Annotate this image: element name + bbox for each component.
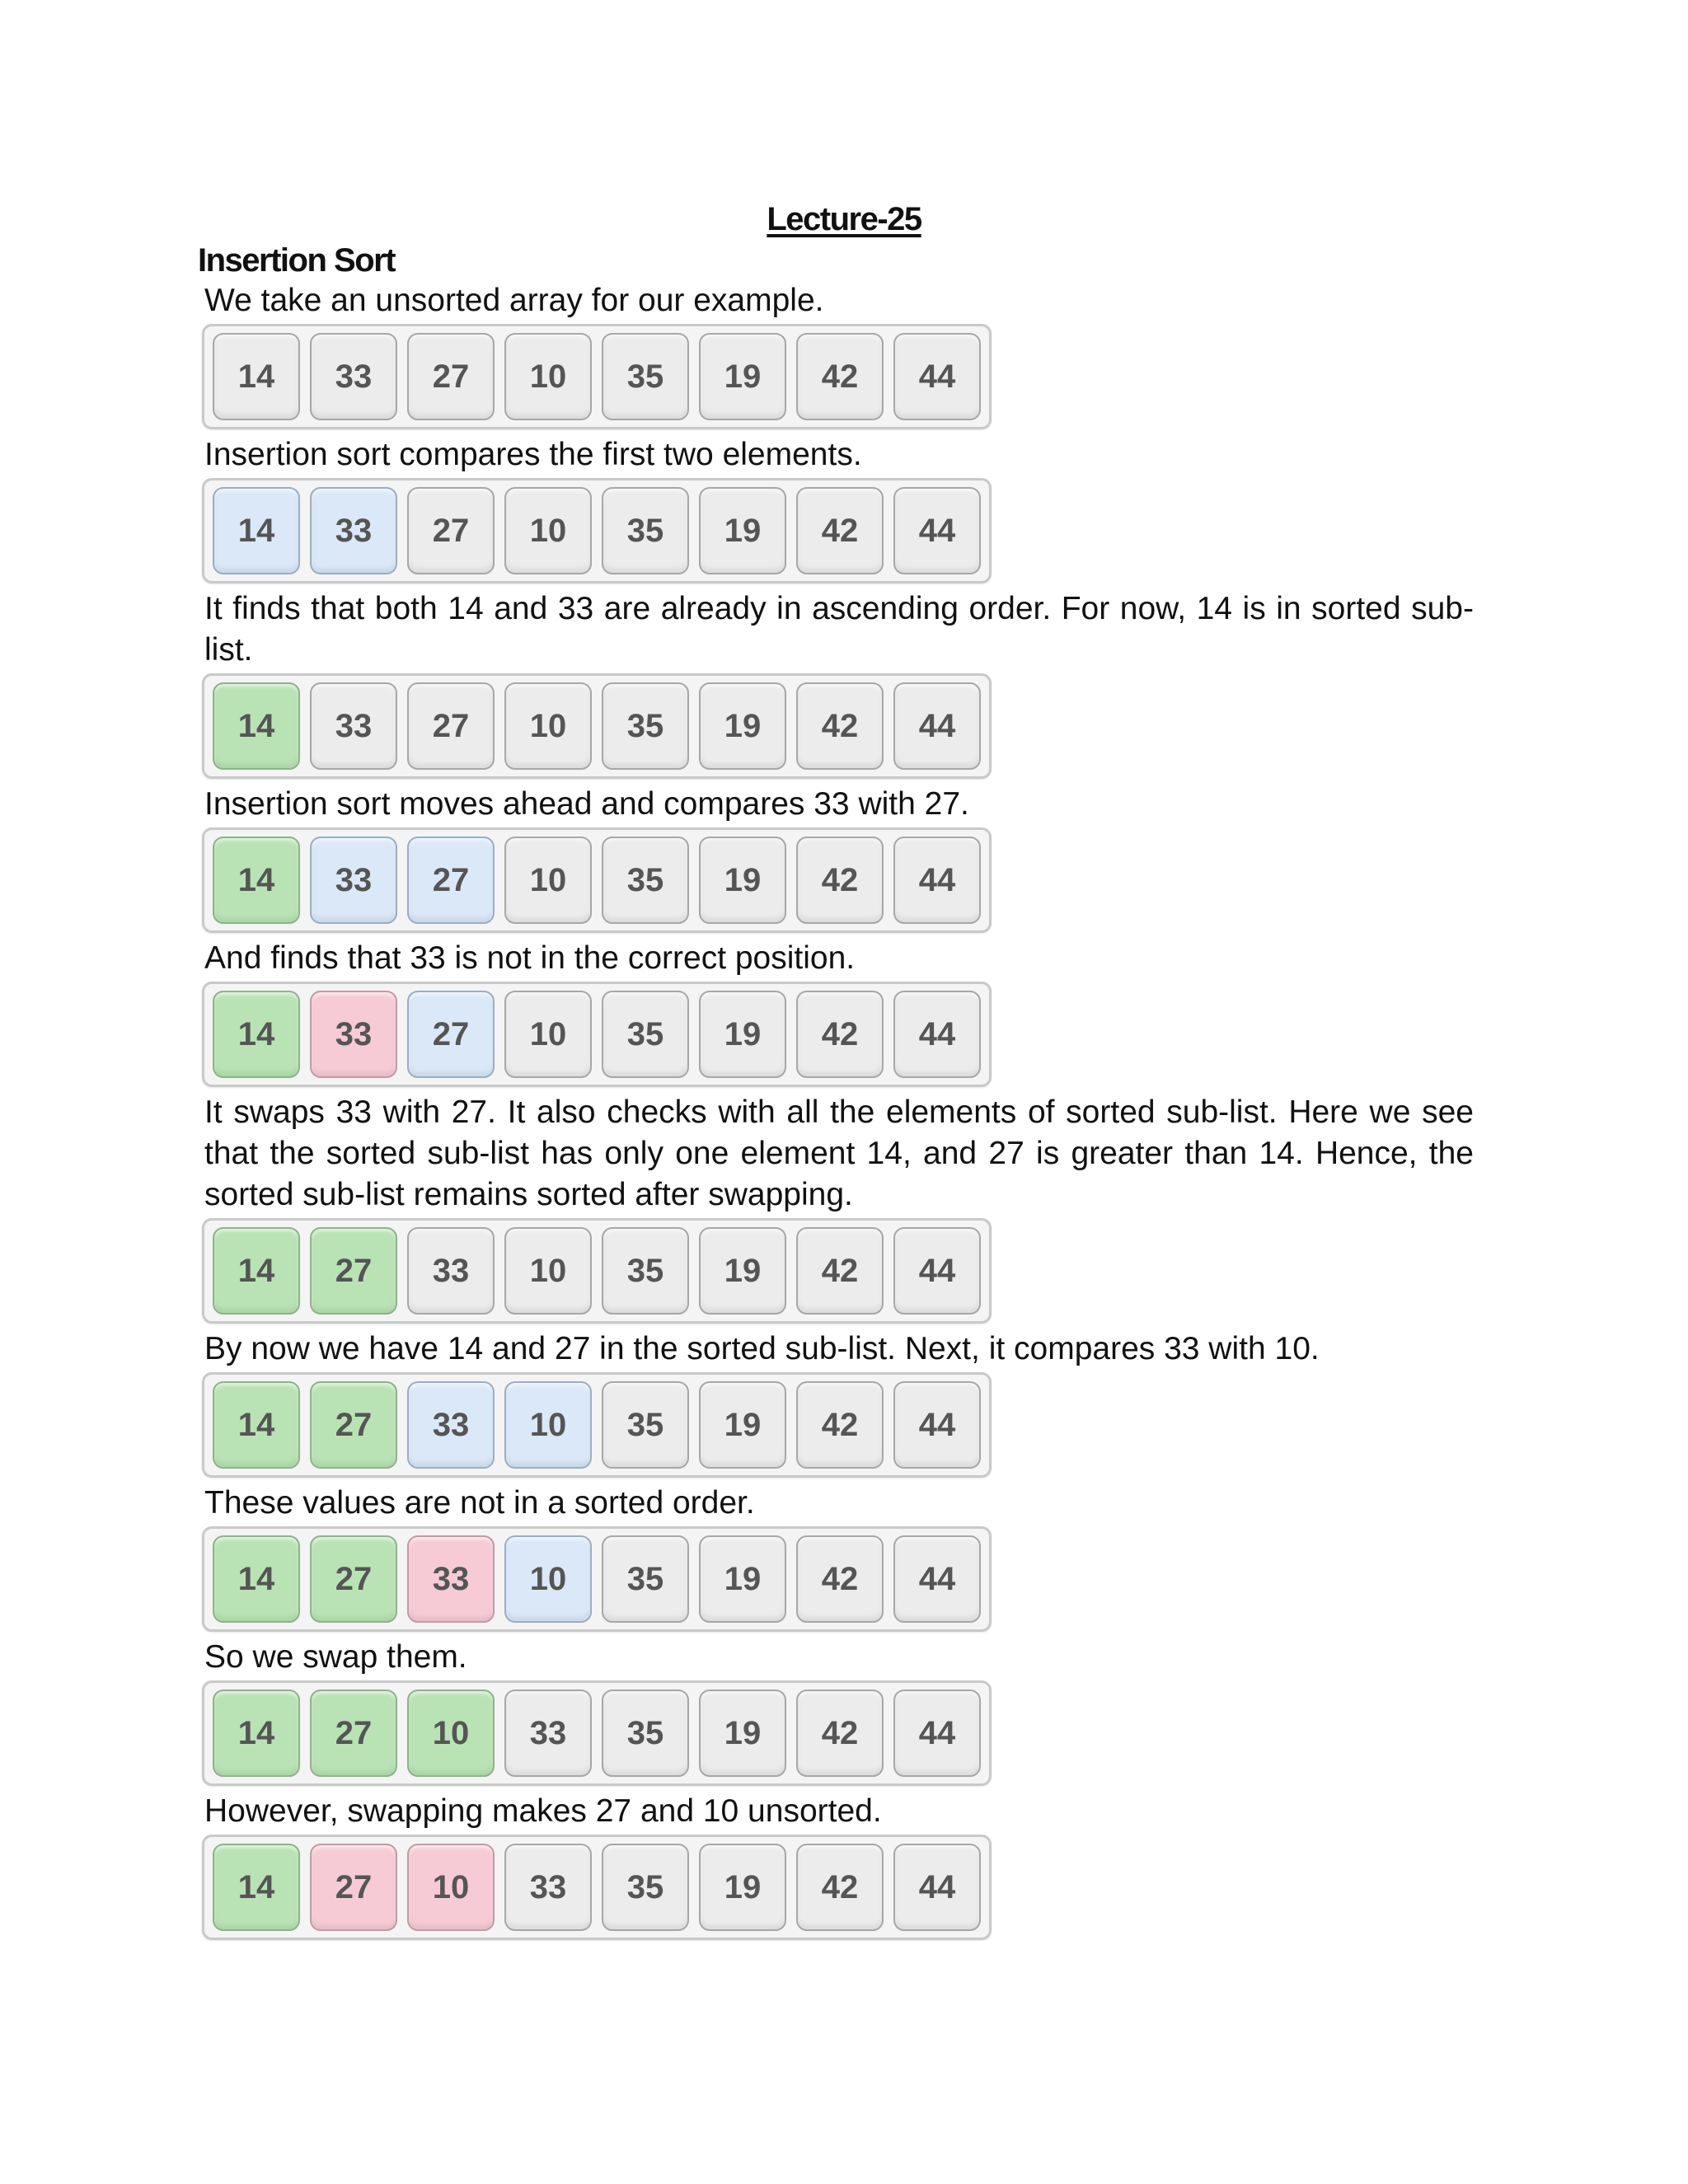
array-cell: 10	[504, 991, 592, 1078]
array-cell: 10	[407, 1690, 495, 1777]
array-cell: 35	[602, 682, 689, 770]
array-cell: 42	[796, 1535, 884, 1623]
array-diagram	[202, 982, 992, 1087]
array-cell: 33	[310, 333, 397, 420]
array-cell: 19	[699, 991, 786, 1078]
array-cell: 44	[893, 333, 981, 420]
array-cell: 27	[310, 1227, 397, 1315]
array-cell: 44	[893, 991, 981, 1078]
array-cell: 44	[893, 837, 981, 924]
array-cell: 44	[893, 1227, 981, 1315]
array-cell: 42	[796, 1227, 884, 1315]
step-description: However, swapping makes 27 and 10 unsorted.	[204, 1793, 882, 1829]
array-cell: 14	[213, 1227, 300, 1315]
array-cell: 44	[893, 1381, 981, 1469]
step-description: These values are not in a sorted order.	[204, 1485, 755, 1521]
array-cell: 14	[213, 837, 300, 924]
array-cell: 27	[310, 1535, 397, 1623]
array-cell: 44	[893, 487, 981, 574]
array-cell: 19	[699, 837, 786, 924]
array-diagram	[202, 1526, 992, 1632]
array-cell: 35	[602, 837, 689, 924]
array-cell: 19	[699, 682, 786, 770]
array-cell: 14	[213, 487, 300, 574]
array-cell: 44	[893, 1535, 981, 1623]
array-cell: 10	[504, 333, 592, 420]
array-cell: 27	[310, 1381, 397, 1469]
array-cell: 19	[699, 487, 786, 574]
array-cell: 27	[407, 991, 495, 1078]
array-cell: 27	[407, 837, 495, 924]
array-cell: 42	[796, 837, 884, 924]
array-cell: 35	[602, 333, 689, 420]
array-cell: 10	[504, 837, 592, 924]
array-diagram	[202, 673, 992, 779]
array-cell: 33	[407, 1227, 495, 1315]
array-cell: 14	[213, 1690, 300, 1777]
array-cell: 42	[796, 1690, 884, 1777]
array-diagram	[202, 1372, 992, 1478]
array-cell: 19	[699, 1227, 786, 1315]
array-diagram	[202, 1218, 992, 1324]
array-cell: 35	[602, 1227, 689, 1315]
array-cell: 44	[893, 682, 981, 770]
array-cell: 42	[796, 333, 884, 420]
page-title: Lecture-25	[767, 201, 921, 237]
step-description: It finds that both 14 and 33 are already in ascending order. For now, 14 is in sorted sub-list.	[204, 591, 1474, 668]
section-heading: Insertion Sort	[198, 242, 396, 279]
array-cell: 10	[504, 1381, 592, 1469]
array-cell: 27	[310, 1844, 397, 1931]
array-cell: 10	[504, 1227, 592, 1315]
array-cell: 35	[602, 1690, 689, 1777]
array-diagram	[202, 827, 992, 933]
array-cell: 35	[602, 1844, 689, 1931]
step-description: Insertion sort moves ahead and compares 33 with 27.	[204, 786, 969, 822]
array-cell: 19	[699, 1690, 786, 1777]
step-description: So we swap them.	[204, 1639, 467, 1675]
array-cell: 35	[602, 487, 689, 574]
array-cell: 14	[213, 1844, 300, 1931]
array-diagram	[202, 1835, 992, 1940]
array-cell: 19	[699, 333, 786, 420]
array-cell: 14	[213, 333, 300, 420]
array-cell: 44	[893, 1690, 981, 1777]
array-cell: 10	[504, 487, 592, 574]
array-cell: 44	[893, 1844, 981, 1931]
array-cell: 14	[213, 991, 300, 1078]
array-cell: 33	[310, 682, 397, 770]
array-cell: 19	[699, 1381, 786, 1469]
step-description: It swaps 33 with 27. It also checks with all the elements of sorted sub-list. Here we see that the sorted sub-list has only one element 14, and 27 is greater than 14. Hence, the sorted sub-list remains sorted after swapping.	[204, 1094, 1474, 1212]
array-cell: 33	[407, 1381, 495, 1469]
array-cell: 14	[213, 1381, 300, 1469]
step-description: Insertion sort compares the first two elements.	[204, 437, 862, 472]
array-cell: 42	[796, 1844, 884, 1931]
array-cell: 35	[602, 1381, 689, 1469]
array-diagram	[202, 478, 992, 583]
step-description: And finds that 33 is not in the correct position.	[204, 940, 856, 976]
step-description: We take an unsorted array for our example.	[204, 283, 824, 318]
array-cell: 27	[310, 1690, 397, 1777]
array-cell: 42	[796, 682, 884, 770]
array-cell: 14	[213, 682, 300, 770]
array-diagram	[202, 1680, 992, 1786]
array-cell: 42	[796, 1381, 884, 1469]
array-diagram	[202, 324, 992, 429]
array-cell: 33	[310, 991, 397, 1078]
array-cell: 35	[602, 1535, 689, 1623]
array-cell: 10	[504, 1535, 592, 1623]
steps-container	[204, 280, 1474, 1945]
array-cell: 33	[310, 487, 397, 574]
array-cell: 27	[407, 487, 495, 574]
array-cell: 33	[504, 1690, 592, 1777]
array-cell: 42	[796, 487, 884, 574]
array-cell: 19	[699, 1844, 786, 1931]
array-cell: 19	[699, 1535, 786, 1623]
array-cell: 33	[310, 837, 397, 924]
array-cell: 33	[504, 1844, 592, 1931]
array-cell: 33	[407, 1535, 495, 1623]
array-cell: 42	[796, 991, 884, 1078]
array-cell: 10	[407, 1844, 495, 1931]
array-cell: 27	[407, 682, 495, 770]
array-cell: 27	[407, 333, 495, 420]
array-cell: 14	[213, 1535, 300, 1623]
array-cell: 10	[504, 682, 592, 770]
array-cell: 35	[602, 991, 689, 1078]
step-description: By now we have 14 and 27 in the sorted sub-list. Next, it compares 33 with 10.	[204, 1331, 1320, 1366]
